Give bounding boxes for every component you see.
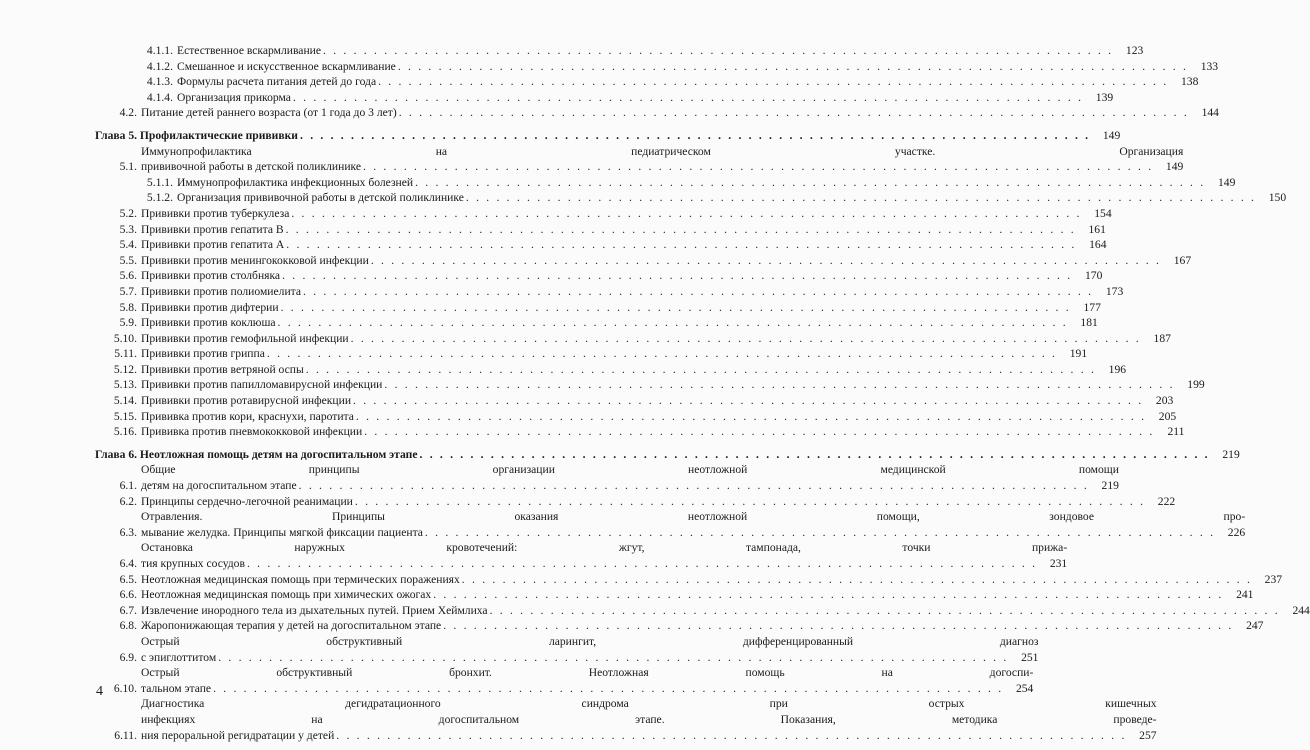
toc-entry-number: 5.3. xyxy=(119,222,137,236)
toc-entry xyxy=(95,268,1103,284)
toc-entry-body xyxy=(141,424,1184,440)
toc-page-number: 170 xyxy=(1084,269,1103,283)
toc-entry-body xyxy=(141,268,1102,284)
page-number: 4 xyxy=(96,684,103,699)
toc-entry-number: 5.1.1. xyxy=(146,175,173,189)
toc-entry-title-line: детям на догоспитальном этапе xyxy=(141,479,297,493)
toc-page-number: 222 xyxy=(1157,494,1176,508)
toc-entry xyxy=(95,284,1124,300)
toc-entry-number: 6.3. xyxy=(119,525,137,539)
toc-entry xyxy=(95,587,1254,603)
toc-page-number: 191 xyxy=(1069,347,1088,361)
toc-entry-number: 6.4. xyxy=(119,557,137,570)
toc-entry xyxy=(95,175,1236,191)
toc-entry-number: 5.12. xyxy=(113,362,137,376)
toc-entry xyxy=(95,509,1246,540)
dot-leader xyxy=(399,105,1189,121)
toc-entry-number: 6.10. xyxy=(113,681,137,695)
toc-entry xyxy=(95,377,1205,393)
toc-entry-title-line: Остановка наружных кровотечений: жгут, тампонада, точки прижа- xyxy=(141,541,1068,555)
toc-entry-title-line: Общие принципы организации неотложной медицинской помощи xyxy=(141,463,1119,477)
toc-entry-title-line: Глава 6. Неотложная помощь детям на догоспитальном этапе xyxy=(95,447,418,461)
toc-entry-body xyxy=(141,315,1098,331)
table-of-contents xyxy=(95,43,1310,743)
toc-entry-title-line: Иммунопрофилактика инфекционных болезней xyxy=(177,175,414,189)
toc-entry-body xyxy=(141,284,1123,300)
toc-entry-body xyxy=(141,144,1183,175)
toc-page-number: 231 xyxy=(1049,557,1068,570)
toc-entry-title-line: ния пероральной регидратации у детей xyxy=(141,728,335,742)
toc-entry-body xyxy=(177,90,1113,106)
toc-page-number: 177 xyxy=(1083,300,1101,314)
toc-entry-title-line: Отравления. Принципы оказания неотложной помощи, зондовое про- xyxy=(141,510,1246,524)
toc-entry-body xyxy=(141,665,1033,696)
toc-entry xyxy=(95,462,1119,493)
toc-page-number: 138 xyxy=(1180,75,1199,89)
dot-leader xyxy=(351,331,1141,347)
dot-leader xyxy=(353,393,1143,409)
toc-entry-number: 5.4. xyxy=(119,238,137,252)
toc-page-number: 211 xyxy=(1167,425,1185,439)
toc-page-number: 144 xyxy=(1201,106,1219,120)
toc-chapter xyxy=(95,128,1121,144)
toc-entry-body xyxy=(141,346,1087,362)
toc-entry-body xyxy=(141,393,1173,409)
toc-entry-body xyxy=(141,206,1112,222)
toc-entry-number: 5.1. xyxy=(119,160,137,174)
toc-entry-title-line: Острый обструктивный бронхит. Неотложная помощь на догоспи- xyxy=(141,666,1034,680)
toc-entry-title-line: Прививки против гемофильной инфекции xyxy=(141,331,349,345)
toc-entry-title-line: Прививки против ротавирусной инфекции xyxy=(141,394,352,408)
toc-entry-number: 5.2. xyxy=(119,206,137,220)
dot-leader xyxy=(355,494,1145,510)
dot-leader xyxy=(286,222,1076,238)
toc-entry xyxy=(95,618,1264,634)
toc-entry-body xyxy=(141,509,1245,540)
toc-entry xyxy=(95,331,1171,347)
toc-entry-title-line: Прививки против гепатита В xyxy=(141,222,284,236)
toc-entry-number: 4.1.2. xyxy=(146,59,173,73)
toc-entry xyxy=(95,409,1177,425)
toc-entry-title-line: Смешанное и искусственное вскармливание xyxy=(177,59,396,73)
toc-entry-title-line: Прививки против коклюша xyxy=(141,316,276,330)
toc-entry-body xyxy=(141,377,1205,393)
toc-entry-title-line: Прививки против столбняка xyxy=(141,269,281,283)
toc-entry-number: 5.8. xyxy=(119,300,137,314)
dot-leader xyxy=(336,728,1126,744)
toc-entry xyxy=(95,105,1219,121)
toc-entry-title-line: тия крупных сосудов xyxy=(141,557,245,570)
toc-entry-number: 5.5. xyxy=(119,253,137,267)
toc-page-number: 205 xyxy=(1158,409,1177,423)
toc-entry-number: 6.5. xyxy=(119,572,137,586)
toc-entry-body xyxy=(95,128,1120,144)
toc-page-number: 199 xyxy=(1187,378,1205,392)
toc-entry-number: 6.6. xyxy=(119,588,137,602)
toc-entry xyxy=(95,494,1176,510)
toc-entry-body xyxy=(141,603,1310,619)
toc-entry-body xyxy=(141,696,1157,743)
dot-leader xyxy=(286,237,1076,253)
toc-entry-body xyxy=(141,362,1126,378)
dot-leader xyxy=(356,409,1146,425)
toc-page-number: 150 xyxy=(1268,191,1287,205)
toc-entry-title-line: с эпиглоттитом xyxy=(141,650,217,664)
toc-entry-title-line: Иммунопрофилактика на педиатрическом участке. Организация xyxy=(141,144,1184,158)
toc-entry xyxy=(95,74,1199,90)
toc-page-number: 149 xyxy=(1217,175,1236,189)
toc-page-number: 219 xyxy=(1222,447,1240,461)
toc-entry xyxy=(95,572,1283,588)
toc-entry-number: 6.1. xyxy=(119,479,137,493)
toc-entry xyxy=(95,362,1127,378)
toc-page-number: 254 xyxy=(1015,681,1034,695)
toc-entry xyxy=(95,206,1112,222)
dot-leader xyxy=(490,603,1280,619)
toc-entry-body xyxy=(177,74,1198,90)
toc-page-number: 161 xyxy=(1088,222,1106,236)
toc-entry-body xyxy=(141,494,1175,510)
toc-page-number: 133 xyxy=(1200,59,1219,73)
toc-entry-number: 6.7. xyxy=(119,603,137,617)
toc-page-number: 139 xyxy=(1095,90,1114,104)
toc-page-number: 167 xyxy=(1173,253,1192,267)
toc-entry-title-line: Прививки против полиомиелита xyxy=(141,284,301,298)
toc-page-number: 244 xyxy=(1292,603,1310,617)
toc-entry-body xyxy=(141,253,1191,269)
toc-entry-number: 5.13. xyxy=(113,378,137,392)
toc-entry xyxy=(95,300,1101,316)
toc-entry-title-line: Организация прикорма xyxy=(177,90,291,104)
toc-entry-body xyxy=(141,634,1038,665)
toc-entry-title-line: Организация прививочной работы в детской поликлинике xyxy=(177,191,464,205)
toc-entry-number: 4.2. xyxy=(119,106,137,120)
toc-page-number: 247 xyxy=(1246,619,1264,633)
toc-entry-number: 5.7. xyxy=(119,284,137,298)
toc-entry xyxy=(95,315,1098,331)
toc-entry-body xyxy=(177,190,1286,206)
toc-entry-body xyxy=(141,331,1171,347)
dot-leader xyxy=(278,315,1068,331)
toc-entry-number: 5.1.2. xyxy=(146,191,173,205)
toc-entry-number: 6.9. xyxy=(119,650,137,664)
dot-leader xyxy=(281,300,1071,316)
dot-leader xyxy=(398,59,1188,75)
toc-entry-title-line: Прививка против кори, краснухи, паротита xyxy=(141,409,354,423)
toc-entry-body xyxy=(141,237,1107,253)
toc-entry-body xyxy=(141,300,1101,316)
toc-entry-number: 5.14. xyxy=(113,394,137,408)
toc-entry-body xyxy=(141,587,1253,603)
toc-entry-title-line: прививочной работы в детской поликлинике xyxy=(141,160,362,174)
toc-chapter xyxy=(95,447,1240,463)
dot-leader xyxy=(213,681,1003,697)
toc-entry xyxy=(95,696,1157,743)
toc-entry-number: 6.8. xyxy=(119,619,137,633)
toc-page-number: 173 xyxy=(1105,284,1124,298)
toc-entry-title-line: инфекциях на догоспитальном этапе. Показания, методика проведе- xyxy=(141,712,1157,726)
dot-leader xyxy=(300,128,1090,144)
toc-entry-title-line: Питание детей раннего возраста (от 1 года до 3 лет) xyxy=(141,106,397,120)
dot-leader xyxy=(425,525,1215,541)
toc-page-number: 257 xyxy=(1139,728,1157,742)
toc-entry xyxy=(95,424,1185,440)
toc-entry xyxy=(95,144,1184,175)
toc-entry-number: 4.1.4. xyxy=(146,90,173,104)
toc-page-number: 123 xyxy=(1125,44,1144,57)
toc-entry-title-line: Формулы расчета питания детей до года xyxy=(177,75,377,89)
toc-entry-body xyxy=(141,572,1282,588)
toc-entry-title-line: Прививки против туберкулеза xyxy=(141,206,290,220)
toc-entry-number: 5.9. xyxy=(119,316,137,330)
toc-entry-title-line: Прививки против папилломавирусной инфекции xyxy=(141,378,383,392)
dot-leader xyxy=(420,447,1210,463)
toc-entry xyxy=(95,665,1034,696)
toc-page-number: 219 xyxy=(1101,479,1119,493)
dot-leader xyxy=(371,253,1161,269)
dot-leader xyxy=(363,159,1153,175)
toc-entry-title-line: Естественное вскармливание xyxy=(177,44,322,57)
dot-leader xyxy=(218,650,1008,666)
toc-entry-body xyxy=(141,222,1106,238)
toc-entry-body xyxy=(177,175,1235,191)
dot-leader xyxy=(384,377,1174,393)
toc-entry-title-line: Принципы сердечно-легочной реанимации xyxy=(141,494,353,508)
toc-entry xyxy=(95,393,1174,409)
toc-entry-title-line: тальном этапе xyxy=(141,681,212,695)
dot-leader xyxy=(415,175,1205,191)
toc-page-number: 241 xyxy=(1236,588,1254,602)
toc-page-number: 196 xyxy=(1108,362,1127,376)
toc-entry-body xyxy=(141,409,1176,425)
toc-entry-body xyxy=(141,462,1119,493)
toc-entry-body xyxy=(177,43,1143,59)
dot-leader xyxy=(364,424,1154,440)
toc-entry-title-line: Извлечение инородного тела из дыхательных путей. Прием Хеймлиха xyxy=(141,603,488,617)
toc-entry-title-line: Прививки против гепатита А xyxy=(141,238,285,252)
dot-leader xyxy=(247,556,1037,572)
toc-entry xyxy=(95,540,1068,571)
toc-entry-title-line: Жаропонижающая терапия у детей на догоспитальном этапе xyxy=(141,619,442,633)
toc-entry xyxy=(95,90,1114,106)
toc-entry-body xyxy=(177,59,1218,75)
toc-entry-number: 6.2. xyxy=(119,494,137,508)
toc-page-number: 226 xyxy=(1227,525,1246,539)
toc-entry xyxy=(95,237,1107,253)
toc-entry-body xyxy=(95,447,1240,463)
dot-leader xyxy=(306,362,1096,378)
toc-entry-body xyxy=(141,618,1263,634)
dot-leader xyxy=(433,587,1223,603)
toc-page-number: 187 xyxy=(1153,331,1171,345)
toc-entry-title-line: Острый обструктивный ларингит, дифференцированный диагноз xyxy=(141,634,1039,648)
toc-entry-number: 4.1.1. xyxy=(146,44,173,57)
toc-entry-number: 5.11. xyxy=(114,347,137,361)
toc-page-number: 149 xyxy=(1165,160,1184,174)
toc-entry xyxy=(95,43,1144,59)
toc-entry xyxy=(95,190,1287,206)
toc-entry-title-line: Неотложная медицинская помощь при термических поражениях xyxy=(141,572,460,586)
toc-entry-body xyxy=(141,540,1067,571)
toc-entry-number: 4.1.3. xyxy=(146,75,173,89)
toc-entry-title-line: Прививка против пневмококковой инфекции xyxy=(141,425,363,439)
toc-entry-title-line: Прививки против дифтерии xyxy=(141,300,279,314)
toc-entry-number: 5.10. xyxy=(113,331,137,345)
toc-page-number: 181 xyxy=(1080,316,1098,330)
dot-leader xyxy=(291,206,1081,222)
toc-entry-number: 5.16. xyxy=(113,425,137,439)
dot-leader xyxy=(443,618,1233,634)
toc-page-number: 203 xyxy=(1155,394,1174,408)
dot-leader xyxy=(462,572,1252,588)
dot-leader xyxy=(466,190,1256,206)
toc-page-number: 251 xyxy=(1021,650,1039,664)
toc-page-number: 154 xyxy=(1094,206,1112,220)
toc-entry-title-line: Прививки против менингококковой инфекции xyxy=(141,253,369,267)
toc-entry-title-line: Глава 5. Профилактические прививки xyxy=(95,128,298,142)
toc-entry-number: 5.15. xyxy=(113,409,137,423)
toc-entry xyxy=(95,634,1039,665)
toc-entry xyxy=(95,59,1219,75)
toc-entry-title-line: Прививки против гриппа xyxy=(141,347,265,361)
dot-leader xyxy=(299,478,1089,494)
toc-entry xyxy=(95,253,1192,269)
toc-entry xyxy=(95,603,1310,619)
toc-entry-title-line: Прививки против ветряной оспы xyxy=(141,362,304,376)
toc-entry-number: 5.6. xyxy=(119,269,137,283)
toc-entry xyxy=(95,346,1088,362)
toc-page-number: 164 xyxy=(1089,238,1107,252)
toc-entry-title-line: Диагностика дегидратационного синдрома при острых кишечных xyxy=(141,697,1157,711)
toc-entry xyxy=(95,222,1106,238)
toc-entry-title-line: мывание желудка. Принципы мягкой фиксации пациента xyxy=(141,525,423,539)
toc-entry-body xyxy=(141,105,1219,121)
toc-page-number: 237 xyxy=(1264,572,1283,586)
dot-leader xyxy=(267,346,1057,362)
toc-entry-title-line: Неотложная медицинская помощь при химических ожогах xyxy=(141,588,432,602)
dot-leader xyxy=(303,284,1093,300)
toc-page-number: 149 xyxy=(1102,128,1121,142)
dot-leader xyxy=(293,90,1083,106)
dot-leader xyxy=(378,74,1168,90)
toc-entry-number: 6.11. xyxy=(114,728,137,742)
dot-leader xyxy=(323,43,1113,59)
dot-leader xyxy=(282,268,1072,284)
